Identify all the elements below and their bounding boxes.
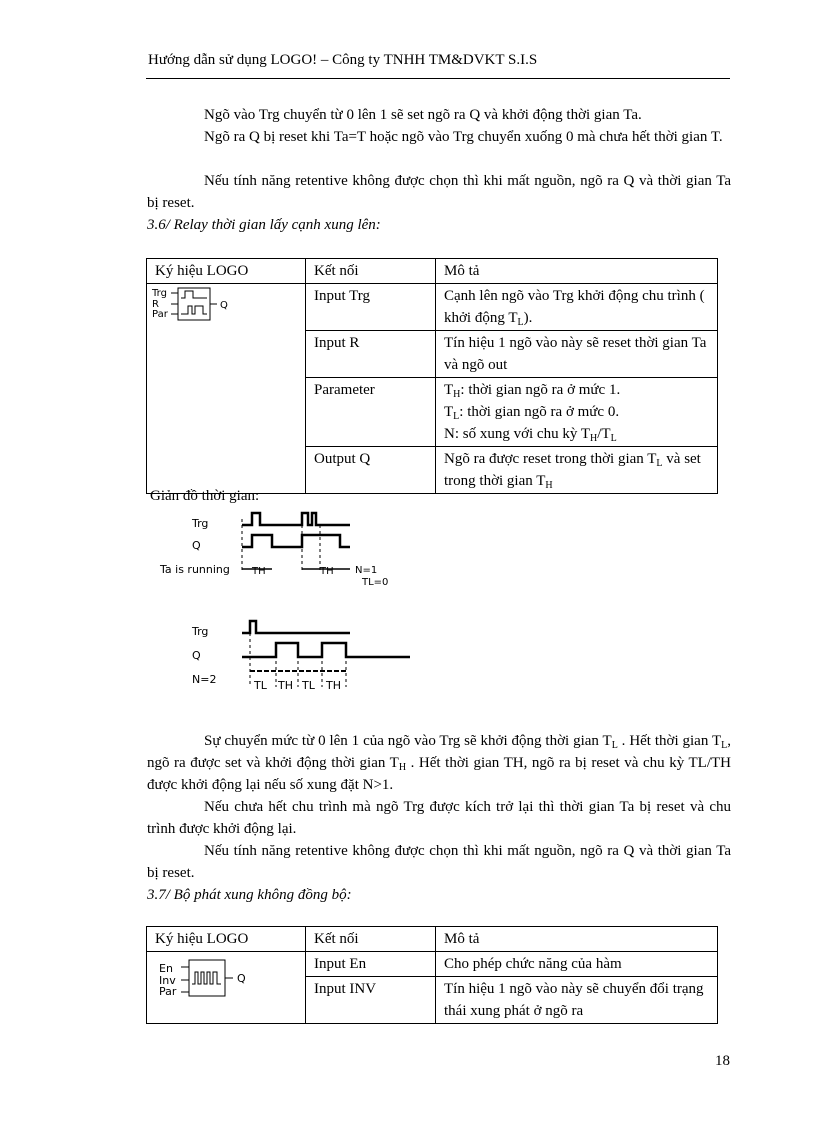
conn-cell: Output Q: [306, 447, 436, 494]
header-cell: Ký hiệu LOGO: [147, 927, 306, 952]
section-heading-3-7: 3.7/ Bộ phát xung không đồng bộ:: [147, 887, 352, 903]
symbol-in-par: Par: [152, 309, 168, 320]
symbol-in-trg: Trg: [152, 288, 167, 299]
conn-cell: Parameter: [306, 378, 436, 447]
timing-diagram-1: [150, 505, 410, 590]
header-cell: Ký hiệu LOGO: [147, 259, 306, 284]
diag2-th2-label: TH: [326, 679, 341, 692]
table-row: [147, 284, 718, 331]
desc-cell: Ngõ ra được reset trong thời gian $T_L$ và set trong thời gian $T_H$: [436, 447, 718, 494]
timing-diagram-2: [150, 615, 410, 695]
conn-cell: Input Trg: [306, 284, 436, 331]
diag1-q-waveform: [242, 535, 350, 547]
section-heading-3-6: 3.6/ Relay thời gian lấy cạnh xung lên:: [147, 217, 381, 233]
explanation-paragraph-2: Nếu chưa hết chu trình mà ngõ Trg được kích trở lại thì thời gian Ta bị reset và chu trình được khởi động lại.: [147, 799, 731, 837]
header-cell: Mô tả: [436, 259, 718, 284]
explanation-paragraph-1: Sự chuyển mức từ 0 lên 1 của ngõ vào Trg sẽ khởi động thời gian $T_L$ . Hết thời gian $T_L$, ngõ ra được set và khởi động thời gian $T_H$ . Hết thời gian TH, ngõ ra bị reset và chu kỳ TL/TH được khởi động lại nếu số xung đặt N>1.: [147, 733, 731, 793]
page-number: 18: [715, 1053, 730, 1069]
relay-symbol-icon: [151, 286, 261, 326]
diag1-n-label: N=1: [355, 565, 378, 576]
diag2-tl2-label: TL: [302, 679, 315, 692]
conn-cell: Input R: [306, 331, 436, 378]
pulse-generator-table: [146, 926, 718, 1024]
diag2-trg-waveform: [242, 621, 350, 633]
intro-paragraph-3: Nếu tính năng retentive không được chọn thì khi mất nguồn, ngõ ra Q và thời gian Ta bị reset.: [147, 173, 731, 211]
page-header: Hướng dẫn sử dụng LOGO! – Công ty TNHH TM&DVKT S.I.S: [148, 52, 538, 68]
diag2-q-label: Q: [192, 649, 201, 662]
table-row: [147, 952, 718, 977]
diag1-q-label: Q: [192, 539, 201, 552]
desc-cell: $T_H$: thời gian ngõ ra ở mức 1. $T_L$: thời gian ngõ ra ở mức 0. N: số xung với chu kỳ $T_H/T_L$: [436, 378, 718, 447]
header-cell: Mô tả: [436, 927, 718, 952]
desc-cell: Tín hiệu 1 ngõ vào này sẽ chuyển đổi trạng thái xung phát ở ngõ ra: [436, 977, 718, 1024]
logo-symbol-cell: [147, 284, 306, 494]
diag2-th1-label: TH: [278, 679, 293, 692]
timing-diagram-label: Giản đồ thời gian:: [150, 488, 260, 504]
symbol-in-inv: Inv: [159, 974, 176, 987]
desc-cell: Cho phép chức năng của hàm: [436, 952, 718, 977]
intro-paragraph-1: Ngõ vào Trg chuyển từ 0 lên 1 sẽ set ngõ ra Q và khởi động thời gian Ta.: [204, 107, 642, 123]
table-header-row: [147, 927, 718, 952]
diag1-th1-label: TH: [252, 566, 266, 577]
pulse-generator-symbol-icon: [151, 954, 261, 1002]
diag1-trg-label: Trg: [192, 517, 209, 530]
symbol-out-q: Q: [237, 972, 246, 985]
conn-cell: Input En: [306, 952, 436, 977]
relay-table: [146, 258, 718, 494]
symbol-in-par: Par: [159, 985, 177, 998]
logo-symbol-cell: [147, 952, 306, 1024]
diag2-q-waveform: [242, 643, 410, 657]
desc-cell: Tín hiệu 1 ngõ vào này sẽ reset thời gian Ta và ngõ out: [436, 331, 718, 378]
header-cell: Kết nối: [306, 927, 436, 952]
explanation-paragraph-3: Nếu tính năng retentive không được chọn thì khi mất nguồn, ngõ ra Q và thời gian Ta bị reset.: [147, 843, 731, 881]
table-header-row: [147, 259, 718, 284]
diag1-th2-label: TH: [320, 566, 334, 577]
symbol-in-r: R: [152, 299, 159, 310]
diag1-ta-label: Ta is running: [160, 563, 230, 576]
symbol-in-en: En: [159, 962, 173, 975]
diag1-tl-label: TL=0: [362, 577, 389, 588]
diag2-trg-label: Trg: [192, 625, 209, 638]
diag2-tl1-label: TL: [254, 679, 267, 692]
desc-cell: Cạnh lên ngõ vào Trg khởi động chu trình ( khởi động $T_L$).: [436, 284, 718, 331]
intro-paragraph-2: Ngõ ra Q bị reset khi Ta=T hoặc ngõ vào Trg chuyển xuống 0 mà chưa hết thời gian T.: [204, 129, 723, 145]
header-divider: [146, 78, 730, 79]
header-cell: Kết nối: [306, 259, 436, 284]
diag2-n-label: N=2: [192, 673, 217, 686]
conn-cell: Input INV: [306, 977, 436, 1024]
symbol-out-q: Q: [220, 300, 228, 311]
diag1-trg-waveform: [242, 513, 350, 525]
